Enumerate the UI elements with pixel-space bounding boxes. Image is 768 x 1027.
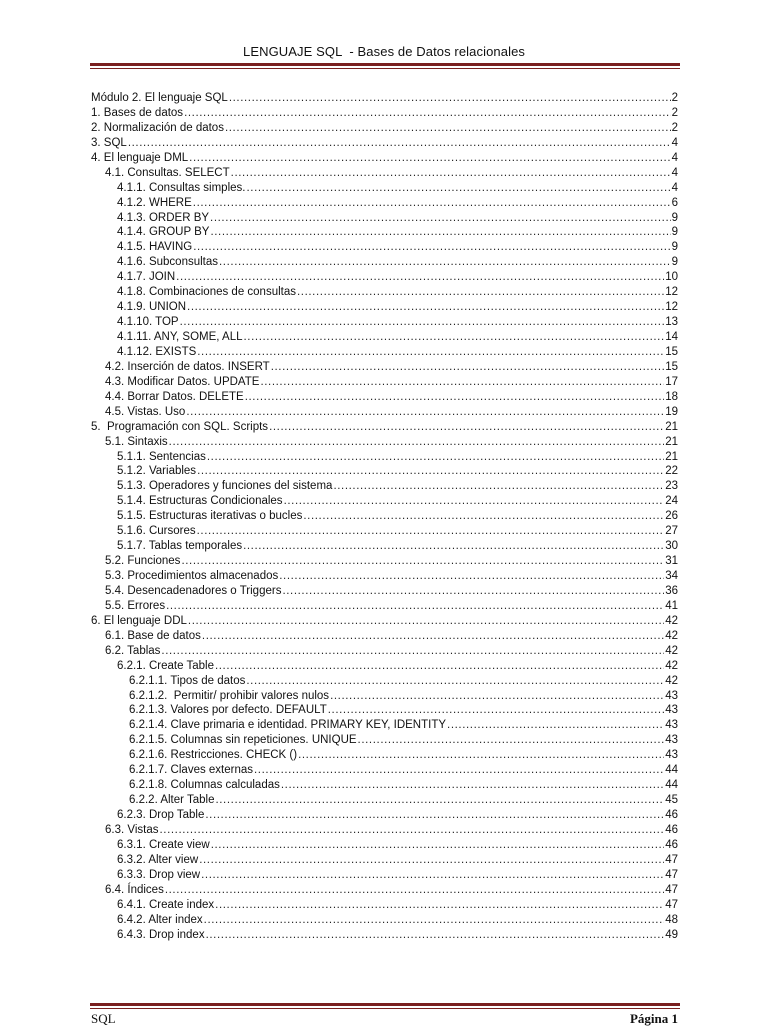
toc-entry[interactable] [91, 255, 678, 270]
toc-entry-page: 18 [665, 390, 678, 403]
toc-entry-page: 43 [665, 734, 678, 747]
toc-dot-leader [210, 211, 671, 226]
header-rule-thin [90, 68, 680, 69]
toc-entry-title: 4.1.2. WHERE [117, 196, 192, 209]
toc-entry[interactable] [91, 838, 678, 853]
toc-dot-leader [197, 524, 665, 539]
toc-dot-leader [229, 91, 671, 106]
toc-entry-title: 5.1.6. Cursores [117, 525, 196, 538]
toc-dot-leader [186, 405, 664, 420]
toc-dot-leader [244, 330, 665, 345]
toc-entry-page: 44 [665, 764, 678, 777]
toc-entry-title: 4.1.3. ORDER BY [117, 211, 210, 224]
toc-entry[interactable] [91, 733, 678, 748]
toc-dot-leader [188, 614, 664, 629]
toc-entry-title: 6.3.3. Drop view [117, 868, 201, 881]
toc-entry[interactable] [91, 763, 678, 778]
toc-entry[interactable] [91, 181, 678, 196]
toc-dot-leader [197, 345, 664, 360]
header-rule-thick [90, 63, 680, 66]
toc-entry-page: 42 [665, 674, 678, 687]
toc-entry-title: 4.3. Modificar Datos. UPDATE [105, 375, 260, 388]
toc-entry-title: 4.1.9. UNION [117, 301, 187, 314]
toc-entry-page: 45 [665, 794, 678, 807]
toc-entry[interactable] [91, 718, 678, 733]
toc-entry[interactable] [91, 240, 678, 255]
footer-doc-label: SQL [91, 1011, 116, 1026]
toc-dot-leader [181, 554, 664, 569]
toc-entry-page: 6 [671, 196, 678, 209]
toc-entry-title: 3. SQL [91, 136, 127, 149]
toc-entry[interactable] [91, 390, 678, 405]
toc-entry[interactable] [91, 883, 678, 898]
toc-entry-page: 9 [671, 241, 678, 254]
toc-entry-title: 6.2.1.8. Columnas calculadas [129, 779, 280, 792]
toc-entry-page: 9 [671, 256, 678, 269]
toc-dot-leader [210, 225, 670, 240]
toc-dot-leader [358, 733, 665, 748]
toc-entry-page: 21 [665, 450, 678, 463]
toc-entry-page: 49 [665, 928, 678, 941]
toc-dot-leader [189, 151, 670, 166]
toc-entry-title: 6.4.3. Drop index [117, 928, 205, 941]
toc-entry[interactable] [91, 136, 678, 151]
toc-entry[interactable] [91, 524, 678, 539]
toc-entry-title: 4.4. Borrar Datos. DELETE [105, 390, 244, 403]
toc-entry[interactable] [91, 121, 678, 136]
toc-entry[interactable] [91, 823, 678, 838]
toc-entry[interactable] [91, 898, 678, 913]
toc-entry[interactable] [91, 270, 678, 285]
toc-entry[interactable] [91, 703, 678, 718]
toc-entry[interactable] [91, 375, 678, 390]
toc-entry-title: 6.2. Tablas [105, 644, 161, 657]
toc-entry-page: 43 [665, 749, 678, 762]
toc-dot-leader [260, 375, 664, 390]
toc-dot-leader [160, 823, 665, 838]
toc-entry-page: 27 [665, 525, 678, 538]
toc-dot-leader [231, 166, 671, 181]
toc-entry-page: 12 [665, 301, 678, 314]
toc-entry[interactable] [91, 554, 678, 569]
toc-entry-title: 5.2. Funciones [105, 555, 181, 568]
toc-entry-page: 23 [665, 480, 678, 493]
toc-entry[interactable] [91, 778, 678, 793]
toc-entry-page: 47 [665, 898, 678, 911]
toc-entry[interactable] [91, 629, 678, 644]
toc-dot-leader [284, 494, 665, 509]
toc-entry-title: 4.5. Vistas. Uso [105, 405, 186, 418]
toc-entry[interactable] [91, 599, 678, 614]
toc-dot-leader [215, 898, 664, 913]
toc-dot-leader [202, 629, 664, 644]
toc-dot-leader [197, 464, 664, 479]
toc-entry-page: 34 [665, 570, 678, 582]
toc-entry-page: 48 [665, 913, 678, 926]
toc-entry-title: 6.4.1. Create index [117, 898, 215, 911]
toc-dot-leader [225, 121, 671, 136]
toc-entry-page: 30 [665, 540, 678, 553]
toc-entry-title: 6.1. Base de datos [105, 629, 201, 642]
toc-entry-title: 4. El lenguaje DML [91, 151, 189, 164]
page-header-title: LENGUAJE SQL - Bases de Datos relacionales [243, 44, 525, 59]
toc-dot-leader [165, 883, 664, 898]
toc-entry-title: 5.1.7. Tablas temporales [117, 540, 243, 553]
toc-dot-leader [330, 689, 664, 704]
toc-dot-leader [204, 913, 665, 928]
toc-entry-title: 4.1.6. Subconsultas [117, 256, 219, 269]
toc-entry-title: 6.3.2. Alter view [117, 853, 199, 866]
toc-entry-page: 47 [665, 868, 678, 881]
toc-entry-title: 5.1.4. Estructuras Condicionales [117, 495, 283, 508]
toc-entry-title: Módulo 2. El lenguaje SQL [91, 92, 228, 104]
toc-entry[interactable] [91, 539, 678, 554]
toc-entry-title: 5.5. Errores [105, 599, 166, 612]
toc-entry-title: 6.2.1.1. Tipos de datos [129, 674, 246, 687]
toc-entry-page: 9 [671, 226, 678, 239]
toc-entry-page: 46 [665, 838, 678, 851]
toc-entry-page: 46 [665, 823, 678, 836]
toc-dot-leader [215, 659, 664, 674]
toc-entry-title: 4.1.4. GROUP BY [117, 226, 210, 239]
toc-entry-page: 14 [665, 331, 678, 343]
toc-entry-title: 6.2.1.4. Clave primaria e identidad. PRIMARY KEY, IDENTITY [129, 719, 447, 732]
toc-entry-title: 6.3.1. Create view [117, 838, 210, 851]
toc-entry[interactable] [91, 793, 678, 808]
toc-dot-leader [447, 718, 664, 733]
toc-entry-title: 6.2.3. Drop Table [117, 809, 205, 821]
toc-entry[interactable] [91, 868, 678, 883]
toc-dot-leader [205, 808, 664, 823]
toc-dot-leader [282, 584, 664, 599]
toc-entry-page: 42 [665, 644, 678, 657]
toc-entry[interactable] [91, 345, 678, 360]
toc-entry[interactable] [91, 479, 678, 494]
footer-rule-thin [90, 1008, 680, 1009]
toc-entry[interactable] [91, 659, 678, 674]
toc-dot-leader [246, 181, 670, 196]
toc-entry-title: 4.1.5. HAVING [117, 241, 193, 254]
toc-entry[interactable] [91, 166, 678, 181]
toc-dot-leader [333, 479, 664, 494]
toc-entry[interactable] [91, 464, 678, 479]
toc-dot-leader [279, 569, 664, 584]
toc-entry-page: 4 [671, 136, 678, 149]
toc-entry-page: 31 [665, 555, 678, 568]
toc-entry-page: 43 [665, 719, 678, 732]
toc-dot-leader [207, 450, 664, 465]
toc-entry-page: 41 [665, 599, 678, 612]
toc-entry[interactable] [91, 106, 678, 121]
toc-entry-title: 4.1. Consultas. SELECT [105, 166, 230, 179]
toc-entry-title: 5.1.3. Operadores y funciones del sistema [117, 480, 333, 493]
toc-entry-page: 42 [665, 659, 678, 672]
toc-entry[interactable] [91, 435, 678, 450]
toc-entry[interactable] [91, 405, 678, 420]
toc-entry-title: 6.2.1.5. Columnas sin repeticiones. UNIQUE [129, 734, 357, 747]
toc-dot-leader [199, 853, 664, 868]
toc-entry-title: 5.1.5. Estructuras iterativas o bucles [117, 510, 303, 523]
toc-dot-leader [254, 763, 664, 778]
toc-entry-page: 43 [665, 704, 678, 717]
toc-dot-leader [201, 868, 664, 883]
toc-entry-page: 10 [665, 271, 678, 284]
toc-entry-page: 2 [671, 106, 678, 119]
toc-entry[interactable] [91, 928, 678, 943]
toc-entry[interactable] [91, 584, 678, 599]
toc-entry-title: 1. Bases de datos [91, 106, 184, 119]
toc-entry[interactable] [91, 91, 678, 106]
toc-entry-title: 4.1.1. Consultas simples. [117, 181, 246, 194]
toc-dot-leader [297, 285, 664, 300]
toc-entry-title: 2. Normalización de datos [91, 121, 224, 134]
toc-entry-page: 24 [665, 495, 678, 508]
toc-entry-title: 5.3. Procedimientos almacenados [105, 570, 279, 582]
toc-entry-page: 9 [671, 211, 678, 224]
toc-entry-page: 15 [665, 360, 678, 373]
table-of-contents [91, 91, 678, 942]
toc-entry-title: 4.1.11. ANY, SOME, ALL [117, 331, 243, 343]
toc-entry-page: 22 [665, 465, 678, 478]
toc-dot-leader [193, 240, 670, 255]
toc-entry[interactable] [91, 689, 678, 704]
footer-page-number: Página 1 [629, 1011, 678, 1026]
toc-entry-title: 5.1.1. Sentencias [117, 450, 206, 463]
toc-entry-page: 36 [665, 584, 678, 597]
toc-entry-page: 15 [665, 345, 678, 358]
toc-entry[interactable] [91, 913, 678, 928]
toc-dot-leader [269, 420, 664, 435]
toc-dot-leader [303, 509, 664, 524]
toc-entry-title: 5.1. Sintaxis [105, 435, 168, 448]
toc-entry-title: 4.1.8. Combinaciones de consultas [117, 286, 296, 299]
footer-rule-thick [90, 1003, 680, 1006]
toc-entry[interactable] [91, 151, 678, 166]
toc-entry-page: 4 [671, 151, 678, 164]
toc-entry-title: 6.2.1.2. Permitir/ prohibir valores nulos [129, 689, 330, 702]
toc-entry-title: 5.4. Desencadenadores o Triggers [105, 584, 282, 597]
toc-entry-page: 43 [665, 689, 678, 702]
toc-entry-title: 6.2.2. Alter Table [129, 794, 215, 807]
toc-entry[interactable] [91, 494, 678, 509]
toc-entry-page: 21 [665, 435, 678, 448]
toc-entry[interactable] [91, 360, 678, 375]
toc-entry-page: 4 [671, 181, 678, 194]
toc-entry-page: 47 [665, 883, 678, 896]
toc-entry-page: 47 [665, 853, 678, 866]
toc-dot-leader [211, 838, 665, 853]
toc-entry-title: 6.2.1. Create Table [117, 659, 214, 672]
toc-dot-leader [219, 255, 671, 270]
toc-entry[interactable] [91, 509, 678, 524]
toc-entry-title: 6.3. Vistas [105, 823, 159, 836]
toc-entry-page: 4 [671, 166, 678, 179]
toc-entry[interactable] [91, 450, 678, 465]
toc-entry[interactable] [91, 300, 678, 315]
toc-entry-page: 44 [665, 779, 678, 792]
toc-entry[interactable] [91, 808, 678, 823]
toc-entry[interactable] [91, 748, 678, 763]
toc-dot-leader [166, 599, 664, 614]
toc-dot-leader [281, 778, 664, 793]
toc-entry[interactable] [91, 225, 678, 240]
toc-entry-title: 6.4. Índices [105, 883, 164, 896]
toc-entry-page: 13 [665, 316, 678, 329]
toc-entry-page: 12 [665, 286, 678, 299]
toc-dot-leader [206, 928, 665, 943]
toc-entry-title: 4.2. Inserción de datos. INSERT [105, 360, 270, 373]
toc-entry-page: 17 [665, 375, 678, 388]
toc-entry-title: 4.1.7. JOIN [117, 271, 176, 284]
toc-entry[interactable] [91, 644, 678, 659]
toc-dot-leader [176, 270, 664, 285]
toc-dot-leader [328, 703, 664, 718]
toc-entry[interactable] [91, 211, 678, 226]
toc-entry-title: 6. El lenguaje DDL [91, 614, 187, 627]
toc-entry[interactable] [91, 330, 678, 345]
toc-dot-leader [215, 793, 664, 808]
toc-entry-page: 21 [665, 420, 678, 433]
toc-entry-title: 6.2.1.6. Restricciones. CHECK () [129, 749, 298, 762]
toc-dot-leader [246, 674, 664, 689]
toc-entry[interactable] [91, 196, 678, 211]
toc-dot-leader [128, 136, 671, 151]
toc-entry[interactable] [91, 674, 678, 689]
toc-entry-title: 5. Programación con SQL. Scripts [91, 420, 269, 433]
toc-entry-title: 4.1.10. TOP [117, 316, 179, 329]
toc-entry[interactable] [91, 614, 678, 629]
toc-entry-title: 6.2.1.3. Valores por defecto. DEFAULT [129, 704, 327, 717]
toc-dot-leader [161, 644, 664, 659]
toc-entry[interactable] [91, 420, 678, 435]
toc-dot-leader [271, 360, 664, 375]
toc-entry-title: 5.1.2. Variables [117, 465, 197, 478]
toc-dot-leader [243, 539, 664, 554]
toc-dot-leader [184, 106, 671, 121]
toc-dot-leader [298, 748, 664, 763]
toc-entry-page: 19 [665, 405, 678, 418]
toc-entry[interactable] [91, 569, 678, 584]
toc-entry-page: 2 [671, 92, 678, 104]
toc-entry-title: 6.2.1.7. Claves externas [129, 764, 254, 777]
toc-entry-page: 26 [665, 510, 678, 523]
toc-dot-leader [180, 315, 665, 330]
toc-dot-leader [187, 300, 664, 315]
toc-entry-page: 46 [665, 809, 678, 821]
toc-dot-leader [245, 390, 665, 405]
toc-entry-title: 4.1.12. EXISTS [117, 345, 197, 358]
toc-entry[interactable] [91, 285, 678, 300]
toc-entry-page: 42 [665, 614, 678, 627]
toc-dot-leader [193, 196, 671, 211]
toc-entry-title: 6.4.2. Alter index [117, 913, 203, 926]
toc-entry-page: 42 [665, 629, 678, 642]
toc-entry[interactable] [91, 315, 678, 330]
toc-dot-leader [169, 435, 665, 450]
toc-entry[interactable] [91, 853, 678, 868]
toc-entry-page: 2 [671, 121, 678, 134]
